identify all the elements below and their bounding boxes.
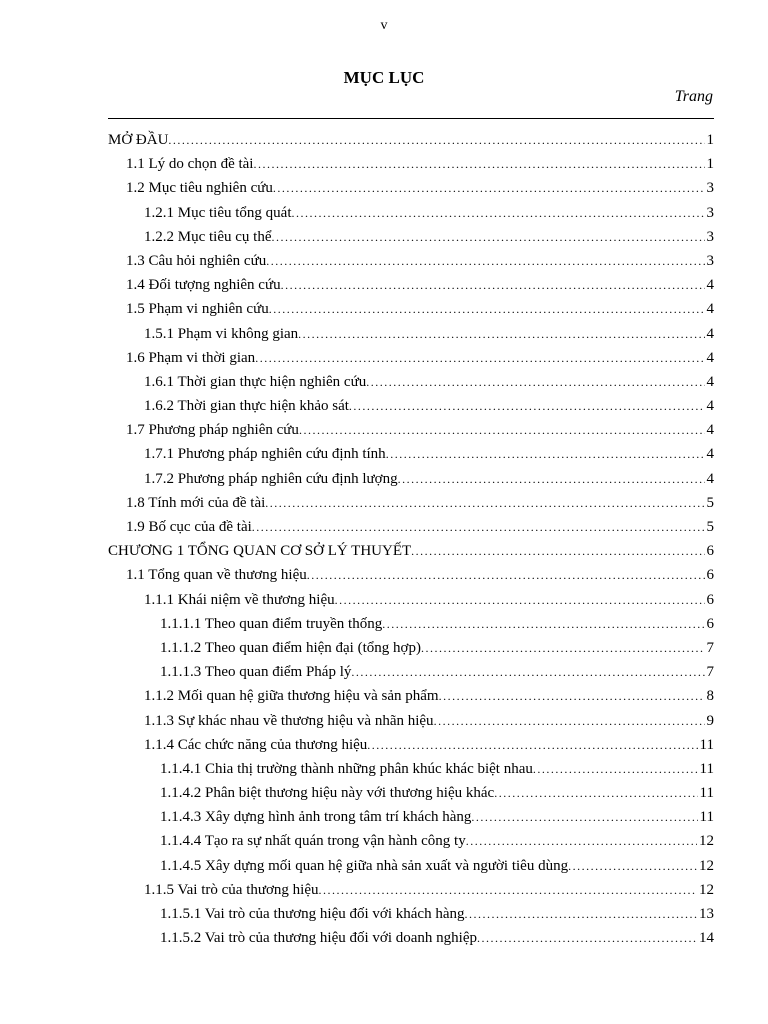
toc-entry[interactable]	[108, 563, 714, 587]
toc-entry-page: 11	[699, 736, 714, 753]
toc-entry[interactable]	[108, 128, 714, 152]
page-column-label: Trang	[674, 88, 713, 105]
toc-entry[interactable]	[108, 225, 714, 249]
toc-entry-page: 11	[699, 785, 714, 802]
dot-leader	[421, 636, 705, 660]
toc-entry-title: 1.1.1 Khái niệm về thương hiệu	[144, 591, 335, 608]
toc-entry-title: 1.1.4.4 Tạo ra sự nhất quán trong vận hành công ty	[160, 833, 466, 850]
dot-leader	[439, 684, 705, 708]
dot-leader	[477, 926, 697, 950]
toc-entry-page: 1	[706, 156, 714, 173]
toc-entry-page: 4	[706, 325, 714, 342]
toc-entry[interactable]	[108, 152, 714, 176]
toc-entry-title: 1.1 Tổng quan về thương hiệu	[126, 567, 307, 584]
toc-entry-page: 5	[706, 494, 714, 511]
toc-entry-page: 6	[706, 543, 714, 560]
toc-entry-page: 4	[706, 422, 714, 439]
toc-entry[interactable]	[108, 201, 714, 225]
toc-entry-title: 1.1.3 Sự khác nhau về thương hiệu và nhãn hiệu	[144, 712, 434, 729]
dot-leader	[466, 829, 697, 853]
toc-entry-title: 1.1.5.1 Vai trò của thương hiệu đối với khách hàng	[160, 906, 465, 922]
dot-leader	[291, 201, 704, 225]
toc-entry[interactable]	[108, 733, 714, 757]
toc-entry-page: 9	[706, 712, 714, 729]
toc-entry-title: 1.9 Bố cục của đề tài	[126, 519, 252, 535]
toc-entry[interactable]	[108, 273, 714, 297]
dot-leader	[367, 733, 697, 757]
dot-leader	[382, 612, 704, 636]
dot-leader	[366, 370, 704, 394]
toc-entry-title: 1.7.1 Phương pháp nghiên cứu định tính	[144, 446, 386, 463]
dot-leader	[335, 588, 705, 612]
toc-entry[interactable]	[108, 636, 714, 660]
toc-entry[interactable]	[108, 418, 714, 442]
toc-entry-page: 6	[706, 615, 714, 632]
dot-leader	[255, 346, 704, 370]
toc-title: MỤC LỤC	[343, 68, 425, 87]
toc-entry-title: 1.1.1.3 Theo quan điểm Pháp lý	[160, 664, 352, 681]
toc-entry-title: 1.1.1.2 Theo quan điểm hiện đại (tổng hợp)	[160, 639, 421, 656]
dot-leader	[351, 660, 704, 684]
dot-leader	[168, 128, 704, 152]
header-rule	[108, 118, 714, 119]
toc-entry[interactable]	[108, 515, 714, 539]
toc-entry-title: 1.1.5 Vai trò của thương hiệu	[144, 881, 319, 898]
dot-leader	[281, 273, 705, 297]
dot-leader	[252, 515, 705, 539]
dot-leader	[253, 152, 704, 176]
dot-leader	[465, 902, 698, 926]
toc-entry[interactable]	[108, 781, 714, 805]
toc-entry-page: 12	[699, 833, 714, 850]
dot-leader	[265, 491, 704, 515]
toc-entry-title: 1.1.4.3 Xây dựng hình ảnh trong tâm trí khách hàng	[160, 809, 472, 826]
toc-entry-page: 7	[706, 639, 714, 656]
toc-entry-title: 1.2 Mục tiêu nghiên cứu	[126, 180, 273, 197]
toc-entry[interactable]	[108, 854, 714, 878]
toc-entry-page: 12	[699, 881, 714, 898]
toc-entry-page: 4	[706, 446, 714, 463]
toc-entry-title: 1.1.4.2 Phân biệt thương hiệu này với thương hiệu khác	[160, 785, 495, 802]
toc-entry-title: 1.1.2 Mối quan hệ giữa thương hiệu và sản phẩm	[144, 688, 439, 705]
toc-entry[interactable]	[108, 878, 714, 902]
toc-entry-page: 4	[706, 470, 714, 487]
dot-leader	[411, 539, 704, 563]
page-number: v	[380, 18, 388, 33]
toc-entry[interactable]	[108, 902, 714, 926]
toc-entry-page: 14	[699, 930, 714, 947]
toc-entry[interactable]	[108, 370, 714, 394]
toc-list	[108, 128, 714, 950]
toc-entry-title: 1.1.4.1 Chia thị trường thành những phân khúc khác biệt nhau	[160, 760, 533, 777]
toc-entry[interactable]	[108, 249, 714, 273]
dot-leader	[533, 757, 698, 781]
toc-entry[interactable]	[108, 346, 714, 370]
dot-leader	[568, 854, 697, 878]
dot-leader	[269, 297, 705, 321]
toc-entry[interactable]	[108, 539, 714, 563]
toc-entry-title: 1.5 Phạm vi nghiên cứu	[126, 301, 269, 318]
toc-entry[interactable]	[108, 612, 714, 636]
dot-leader	[349, 394, 705, 418]
toc-entry-page: 11	[699, 760, 714, 777]
toc-entry[interactable]	[108, 684, 714, 708]
toc-entry[interactable]	[108, 757, 714, 781]
dot-leader	[266, 249, 704, 273]
dot-leader	[299, 418, 705, 442]
dot-leader	[434, 709, 705, 733]
toc-entry[interactable]	[108, 394, 714, 418]
toc-entry[interactable]	[108, 926, 714, 950]
dot-leader	[271, 225, 704, 249]
toc-entry-page: 6	[706, 591, 714, 608]
toc-entry-title: 1.1.4.5 Xây dựng mối quan hệ giữa nhà sản xuất và người tiêu dùng	[160, 857, 569, 874]
toc-entry-title: 1.4 Đối tượng nghiên cứu	[126, 277, 281, 294]
toc-entry[interactable]	[108, 491, 714, 515]
toc-entry-title: 1.3 Câu hỏi nghiên cứu	[126, 252, 267, 269]
toc-entry-page: 3	[706, 228, 714, 245]
toc-entry[interactable]	[108, 176, 714, 200]
dot-leader	[298, 322, 704, 346]
toc-entry-page: 3	[706, 180, 714, 197]
dot-leader	[273, 176, 705, 200]
toc-entry-page: 11	[699, 809, 714, 826]
toc-entry-page: 4	[706, 373, 714, 390]
dot-leader	[398, 467, 705, 491]
dot-leader	[319, 878, 697, 902]
dot-leader	[307, 563, 705, 587]
toc-entry-page: 4	[706, 301, 714, 318]
toc-entry-title: 1.5.1 Phạm vi không gian	[144, 325, 299, 342]
toc-entry-page: 3	[706, 252, 714, 269]
toc-entry-title: 1.6 Phạm vi thời gian	[126, 349, 256, 366]
toc-entry-page: 12	[699, 857, 714, 874]
toc-entry-title: 1.1 Lý do chọn đề tài	[126, 156, 254, 173]
dot-leader	[386, 442, 705, 466]
dot-leader	[494, 781, 697, 805]
toc-entry-title: MỞ ĐẦU	[108, 132, 169, 148]
toc-entry-title: 1.1.1.1 Theo quan điểm truyền thống	[160, 615, 383, 632]
toc-entry-page: 8	[706, 688, 714, 705]
toc-entry[interactable]	[108, 805, 714, 829]
toc-entry-title: 1.1.4 Các chức năng của thương hiệu	[144, 736, 368, 753]
toc-entry[interactable]	[108, 467, 714, 491]
toc-entry-page: 3	[706, 204, 714, 221]
toc-entry-title: 1.2.2 Mục tiêu cụ thể	[144, 228, 272, 245]
toc-entry-page: 5	[706, 519, 714, 535]
toc-entry-title: 1.2.1 Mục tiêu tổng quát	[144, 204, 292, 221]
toc-entry-title: 1.1.5.2 Vai trò của thương hiệu đối với doanh nghiệp	[160, 930, 478, 947]
toc-entry-page: 6	[706, 567, 714, 584]
toc-entry-page: 4	[706, 277, 714, 294]
toc-entry-page: 7	[706, 664, 714, 681]
toc-entry[interactable]	[108, 322, 714, 346]
toc-entry[interactable]	[108, 660, 714, 684]
toc-entry[interactable]	[108, 829, 714, 853]
toc-entry-title: 1.6.2 Thời gian thực hiện khảo sát	[144, 398, 349, 415]
toc-entry[interactable]	[108, 297, 714, 321]
toc-entry[interactable]	[108, 588, 714, 612]
toc-entry-title: 1.6.1 Thời gian thực hiện nghiên cứu	[144, 373, 367, 390]
toc-entry[interactable]	[108, 442, 714, 466]
dot-leader	[471, 805, 697, 829]
toc-entry-title: 1.8 Tính mới của đề tài	[126, 494, 266, 511]
toc-entry-page: 13	[699, 906, 714, 922]
toc-entry-page: 1	[706, 132, 714, 148]
toc-entry-page: 4	[706, 398, 714, 415]
toc-entry-title: 1.7 Phương pháp nghiên cứu	[126, 422, 299, 439]
toc-entry-title: CHƯƠNG 1 TỔNG QUAN CƠ SỞ LÝ THUYẾT	[108, 543, 412, 560]
toc-entry-page: 4	[706, 349, 714, 366]
toc-entry[interactable]	[108, 709, 714, 733]
toc-entry-title: 1.7.2 Phương pháp nghiên cứu định lượng	[144, 470, 398, 487]
